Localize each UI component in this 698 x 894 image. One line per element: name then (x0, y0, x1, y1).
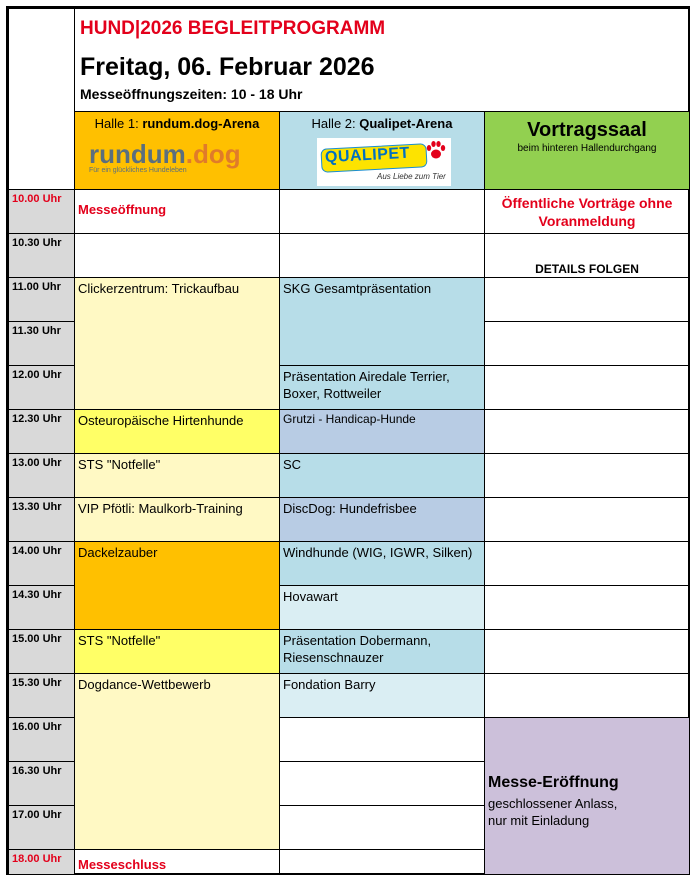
rundum-tagline: Für ein glückliches Hundeleben (89, 167, 187, 174)
h3-empty (484, 277, 690, 322)
h2-fondation-barry: Fondation Barry (279, 673, 485, 718)
h1-empty (74, 233, 280, 278)
time-slot: 15.30 Uhr (8, 673, 75, 718)
paw-icon (425, 140, 447, 162)
h3-empty (484, 409, 690, 454)
h2-skg: SKG Gesamtpräsentation (279, 277, 485, 366)
time-slot: 16.00 Uhr (8, 717, 75, 762)
eroeffnung-sub2: nur mit Einladung (488, 813, 590, 828)
h2-windhunde: Windhunde (WIG, IGWR, Silken) (279, 541, 485, 586)
h2-empty (279, 761, 485, 806)
schedule-sheet (6, 6, 690, 875)
h3-empty (484, 629, 690, 674)
h1-dogdance: Dogdance-Wettbewerb (74, 673, 280, 850)
time-slot: 16.30 Uhr (8, 761, 75, 806)
h3-empty (484, 321, 690, 366)
h2-empty (279, 849, 485, 875)
hall2-header (279, 111, 485, 190)
time-slot: 15.00 Uhr (8, 629, 75, 674)
h3-empty (484, 365, 690, 410)
time-slot: 10.00 Uhr (8, 189, 75, 234)
h1-vip-pfoetli: VIP Pfötli: Maulkorb-Training (74, 497, 280, 542)
h3-empty (484, 497, 690, 542)
h2-empty (279, 189, 485, 234)
time-slot: 14.30 Uhr (8, 585, 75, 630)
hall2-prefix: Halle 2: (311, 116, 360, 131)
h3-empty (484, 541, 690, 586)
time-slot: 14.00 Uhr (8, 541, 75, 586)
header-title-cell (74, 8, 690, 112)
h2-empty (279, 805, 485, 850)
header-corner (8, 8, 75, 190)
h3-empty (484, 673, 690, 718)
h2-discdog: DiscDog: Hundefrisbee (279, 497, 485, 542)
h2-dobermann: Präsentation Dobermann, Riesenschnauzer (279, 629, 485, 674)
h1-sts-notfelle: STS "Notfelle" (74, 453, 280, 498)
eroeffnung-title: Messe-Eröffnung (488, 774, 619, 791)
h1-messeoeffnung: Messeöffnung (74, 189, 280, 234)
time-slot: 18.00 Uhr (8, 849, 75, 875)
h1-clickerzentrum: Clickerzentrum: Trickaufbau (74, 277, 280, 410)
h2-hovawart: Hovawart (279, 585, 485, 630)
hall2-name: Qualipet-Arena (359, 116, 453, 131)
hall3-sub: beim hinteren Hallendurchgang (517, 143, 657, 154)
qualipet-logo: QUALIPET Aus Liebe zum Tier (317, 138, 451, 186)
time-slot: 13.30 Uhr (8, 497, 75, 542)
h2-airedale: Präsentation Airedale Terrier, Boxer, Rottweiler (279, 365, 485, 410)
opening-hours: Messeöffnungszeiten: 10 - 18 Uhr (80, 86, 303, 102)
hall1-prefix: Halle 1: (94, 116, 143, 131)
eroeffnung-sub: geschlossener Anlass, (488, 796, 618, 811)
h2-grutzi: Grutzi - Handicap-Hunde (279, 409, 485, 454)
h1-hirtenhunde: Osteuropäische Hirtenhunde (74, 409, 280, 454)
h1-dackelzauber: Dackelzauber (74, 541, 280, 630)
h3-empty (484, 585, 690, 630)
qualipet-tagline: Aus Liebe zum Tier (377, 172, 446, 181)
time-slot: 13.00 Uhr (8, 453, 75, 498)
h2-sc: SC (279, 453, 485, 498)
h1-messeschluss: Messeschluss (74, 849, 280, 875)
h3-details: DETAILS FOLGEN (484, 233, 690, 278)
hall1-name: rundum.dog-Arena (142, 116, 260, 131)
hall3-header (484, 111, 690, 190)
hall3-name: Vortragssaal (527, 119, 647, 141)
time-slot: 17.00 Uhr (8, 805, 75, 850)
h2-empty (279, 233, 485, 278)
hall1-header (74, 111, 280, 190)
event-title: HUND|2026 BEGLEITPROGRAMM (80, 18, 386, 39)
time-slot: 11.30 Uhr (8, 321, 75, 366)
time-slot: 10.30 Uhr (8, 233, 75, 278)
time-slot: 12.30 Uhr (8, 409, 75, 454)
h3-public-talks: Öffentliche Vorträge ohne Voranmeldung (484, 189, 690, 234)
page-title: Freitag, 06. Februar 2026 (80, 53, 375, 81)
time-slot: 11.00 Uhr (8, 277, 75, 322)
h3-messe-eroeffnung (484, 717, 690, 875)
h3-empty (484, 453, 690, 498)
rundum-dog-logo: rundum.dog Für ein glückliches Hundeleben (89, 140, 269, 180)
time-slot: 12.00 Uhr (8, 365, 75, 410)
h1-sts-notfelle-2: STS "Notfelle" (74, 629, 280, 674)
h2-empty (279, 717, 485, 762)
